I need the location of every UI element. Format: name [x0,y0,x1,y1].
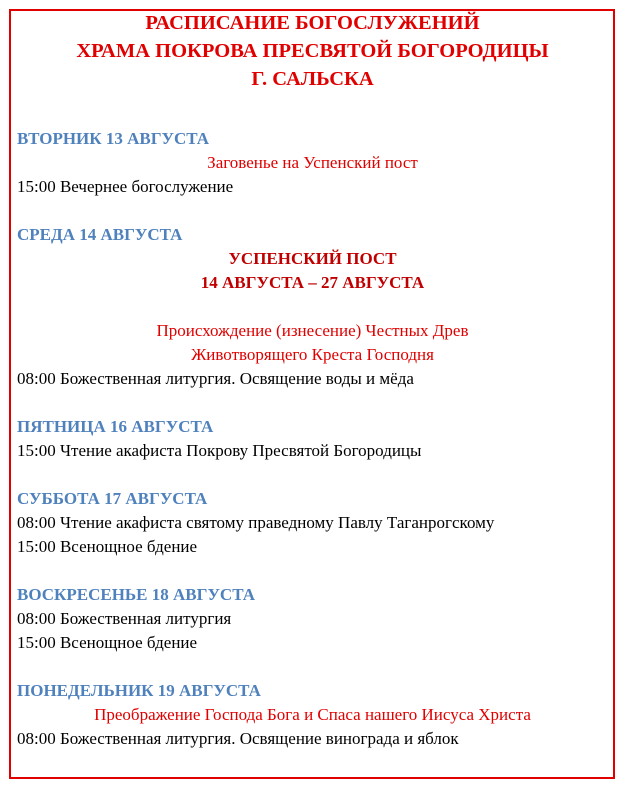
day-heading-saturday: СУББОТА 17 АВГУСТА [17,489,208,508]
fast-title: УСПЕНСКИЙ ПОСТ [228,249,397,268]
event-wednesday-1: 08:00 Божественная литургия. Освящение воды и мёда [17,369,414,388]
day-heading-friday: ПЯТНИЦА 16 АВГУСТА [17,417,214,436]
feast-wednesday-line-1: Происхождение (изнесение) Честных Древ [156,321,469,340]
day-heading-sunday: ВОСКРЕСЕНЬЕ 18 АВГУСТА [17,585,255,604]
title-line-3: Г. САЛЬСКА [251,68,374,90]
day-heading-tuesday: ВТОРНИК 13 АВГУСТА [17,129,210,148]
fast-dates: 14 АВГУСТА – 27 АВГУСТА [200,273,425,292]
title-line-1: РАСПИСАНИЕ БОГОСЛУЖЕНИЙ [145,12,480,34]
title-line-2: ХРАМА ПОКРОВА ПРЕСВЯТОЙ БОГОРОДИЦЫ [76,40,549,62]
event-friday-1: 15:00 Чтение акафиста Покрову Пресвятой Богородицы [17,441,422,460]
day-heading-monday: ПОНЕДЕЛЬНИК 19 АВГУСТА [17,681,261,700]
event-saturday-1: 08:00 Чтение акафиста святому праведному Павлу Таганрогскому [17,513,495,532]
day-heading-wednesday: СРЕДА 14 АВГУСТА [17,225,183,244]
event-saturday-2: 15:00 Всенощное бдение [17,537,198,556]
event-monday-1: 08:00 Божественная литургия. Освящение винограда и яблок [17,729,459,748]
feast-tuesday: Заговенье на Успенский пост [207,153,418,172]
event-sunday-1: 08:00 Божественная литургия [17,609,232,628]
feast-wednesday-line-2: Животворящего Креста Господня [191,345,434,364]
event-sunday-2: 15:00 Всенощное бдение [17,633,198,652]
event-tuesday-1: 15:00 Вечернее богослужение [17,177,234,196]
feast-monday: Преображение Господа Бога и Спаса нашего Иисуса Христа [94,705,531,724]
